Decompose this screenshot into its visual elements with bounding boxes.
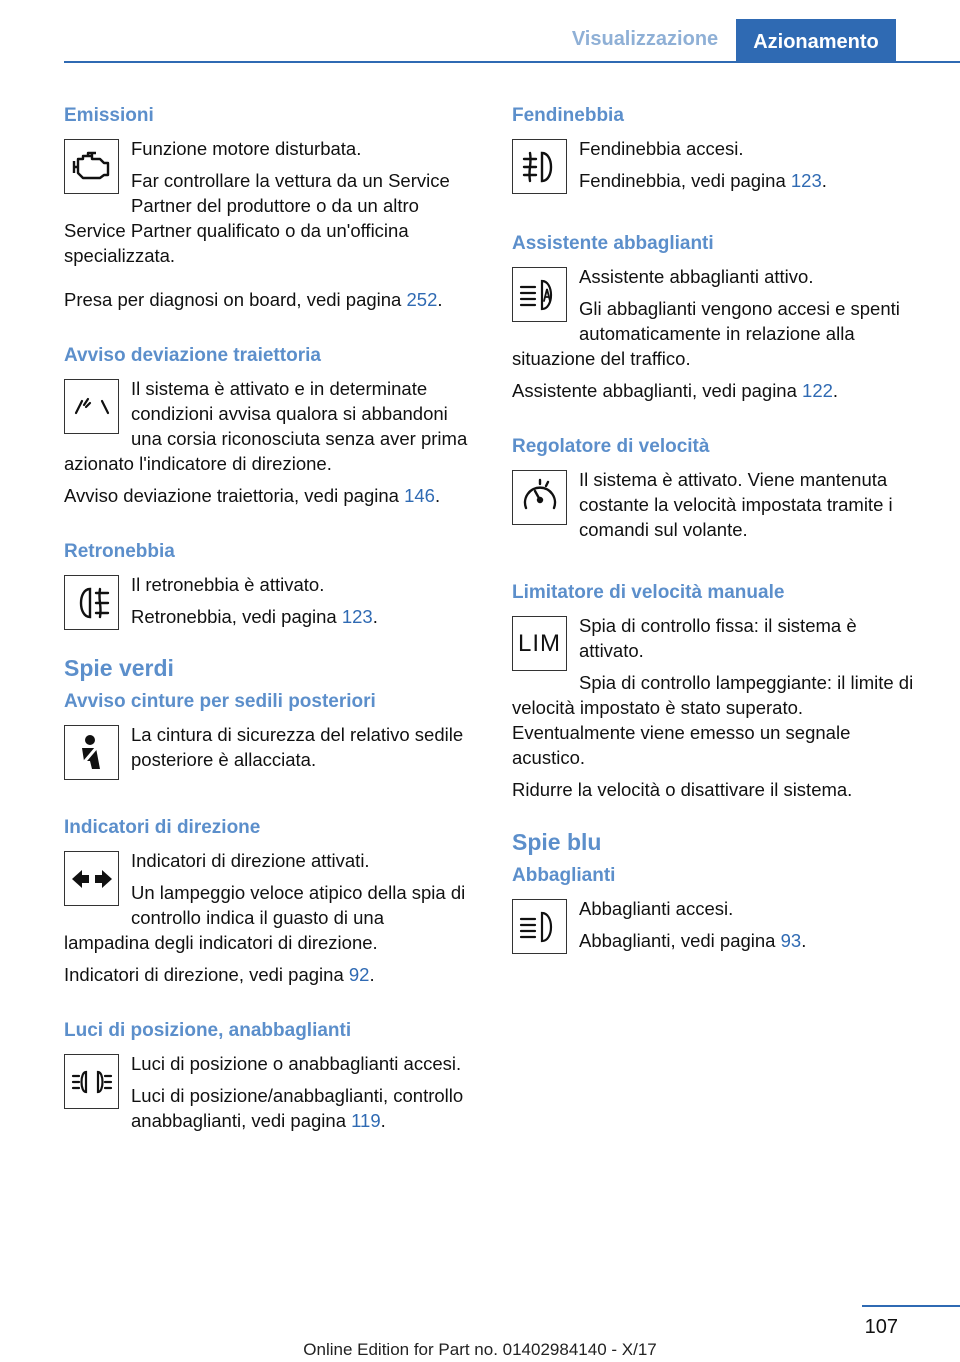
edition-note: Online Edition for Part no. 01402984140 - X/17 — [303, 1340, 657, 1359]
lane-departure-icon — [64, 379, 119, 434]
heading-abbaglianti: Abbaglianti — [512, 865, 616, 886]
limitatore-text-2: Spia di controllo lampeggiante: il limite di velocità impostato è stato superato. Eventualmente viene emesso un segnale acustico. — [512, 672, 914, 768]
heading-luci: Luci di posizione, anabbaglianti — [64, 1020, 352, 1041]
high-beam-assist-icon — [512, 267, 567, 322]
header-rule — [64, 61, 960, 63]
entry-retronebbia — [64, 538, 474, 636]
section-tab-visualizzazione[interactable]: Visualizzazione — [571, 28, 719, 50]
page-link-92[interactable]: 92 — [348, 964, 370, 985]
emissioni-text-2: Far controllare la vettura da un Service Partner del produttore o da un altro Service Partner qualificato o da un'officina specializzata. — [64, 170, 450, 266]
cruise-control-icon — [512, 470, 567, 525]
heading-emissioni: Emissioni — [64, 105, 154, 126]
assistente-text-1: Assistente abbaglianti attivo. — [579, 266, 814, 287]
indicatori-text-2: Un lampeggio veloce atipico della spia di controllo indica il guasto di una lampadina degli indicatori di direzione. — [64, 882, 466, 953]
entry-indicatori — [64, 814, 474, 987]
assistente-text-3: Assistente abbaglianti, vedi pagina 122. — [512, 380, 839, 401]
assistente-text-2: Gli abbaglianti vengono accesi e spenti automaticamente in relazione alla situazione del traffico. — [512, 298, 900, 369]
limitatore-text-1: Spia di controllo fissa: il sistema è attivato. — [579, 615, 857, 661]
luci-text-1: Luci di posizione o anabbaglianti accesi. — [131, 1053, 462, 1074]
entry-limitatore — [512, 579, 922, 802]
page-link-123-retro[interactable]: 123 — [341, 606, 373, 627]
heading-fendinebbia: Fendinebbia — [512, 105, 624, 126]
limitatore-text-3: Ridurre la velocità o disattivare il sistema. — [512, 779, 853, 800]
heading-cinture: Avviso cinture per sedili posteriori — [64, 691, 376, 712]
luci-text-2: Luci di posizione/anabbaglianti, controllo anabbaglianti, vedi pagina 119. — [131, 1085, 464, 1131]
entry-luci — [64, 1017, 474, 1140]
indicatori-text-1: Indicatori di direzione attivati. — [131, 850, 370, 871]
entry-cinture — [64, 688, 474, 784]
page-link-252[interactable]: 252 — [406, 289, 438, 310]
page-link-93[interactable]: 93 — [780, 930, 802, 951]
page-link-119[interactable]: 119 — [351, 1110, 381, 1131]
regolatore-text-1: Il sistema è attivato. Viene mantenuta costante la velocità impostata tramite i comandi sul volante. — [579, 469, 893, 540]
left-column — [64, 102, 474, 1170]
high-beam-icon — [512, 899, 567, 954]
entry-fendinebbia — [512, 102, 922, 200]
emissioni-text-3: Presa per diagnosi on board, vedi pagina 252. — [64, 289, 443, 310]
section-tab-azionamento[interactable]: Azionamento — [736, 19, 896, 61]
fendinebbia-text-2: Fendinebbia, vedi pagina 123. — [579, 170, 827, 191]
entry-assistente — [512, 230, 922, 403]
avviso-text-1: Il sistema è attivato e in determinate condizioni avvisa qualora si abbandoni una corsia riconosciuta senza aver prima azionato l'indicatore di direzione. — [64, 378, 468, 474]
lim-text: LIM — [517, 630, 561, 657]
heading-limitatore: Limitatore di velocità manuale — [512, 582, 785, 603]
page-header — [0, 0, 960, 64]
entry-emissioni — [64, 102, 474, 312]
avviso-text-2: Avviso deviazione traiettoria, vedi pagina 146. — [64, 485, 441, 506]
heading-regolatore: Regolatore di velocità — [512, 436, 710, 457]
indicatori-text-3: Indicatori di direzione, vedi pagina 92. — [64, 964, 375, 985]
page-number: 107 — [864, 1316, 898, 1338]
heading-indicatori: Indicatori di direzione — [64, 817, 261, 838]
entry-avviso-deviazione — [64, 342, 474, 508]
heading-spie-blu: Spie blu — [512, 829, 602, 855]
abbaglianti-text-2: Abbaglianti, vedi pagina 93. — [579, 930, 807, 951]
retronebbia-text-1: Il retronebbia è attivato. — [131, 574, 325, 595]
entry-abbaglianti — [512, 862, 922, 960]
heading-assistente: Assistente abbaglianti — [512, 233, 714, 254]
heading-retronebbia: Retronebbia — [64, 541, 175, 562]
page-link-146[interactable]: 146 — [404, 485, 435, 506]
rear-fog-icon — [64, 575, 119, 630]
right-column — [512, 102, 922, 990]
entry-regolatore — [512, 433, 922, 549]
heading-spie-verdi: Spie verdi — [64, 655, 174, 681]
seatbelt-icon — [64, 725, 119, 780]
retronebbia-text-2: Retronebbia, vedi pagina 123. — [131, 606, 378, 627]
speed-limiter-icon — [512, 616, 567, 671]
cinture-text-1: La cintura di sicurezza del relativo sedile posteriore è allacciata. — [131, 724, 464, 770]
fendinebbia-text-1: Fendinebbia accesi. — [579, 138, 744, 159]
abbaglianti-text-1: Abbaglianti accesi. — [579, 898, 734, 919]
engine-icon — [64, 139, 119, 194]
page-link-122[interactable]: 122 — [802, 380, 833, 401]
position-lights-icon — [64, 1054, 119, 1109]
heading-avviso-deviazione: Avviso deviazione traiettoria — [64, 345, 321, 366]
front-fog-icon — [512, 139, 567, 194]
turn-signal-icon — [64, 851, 119, 906]
footer-rule — [862, 1305, 960, 1307]
emissioni-text-1: Funzione motore disturbata. — [131, 138, 362, 159]
page-link-123-fend[interactable]: 123 — [790, 170, 822, 191]
